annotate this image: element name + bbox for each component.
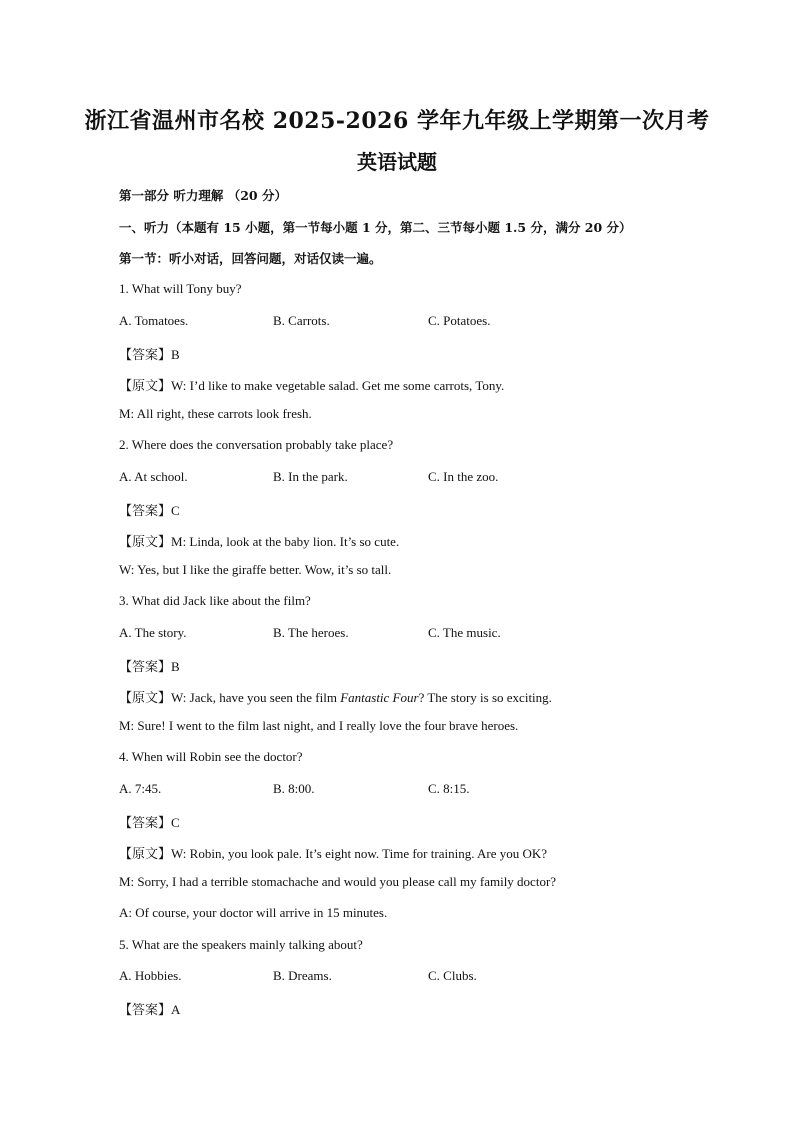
q2-transcript-line-2: W: Yes, but I like the giraffe better. Wow, it’s so tall.: [119, 562, 392, 577]
q2-answer: [119, 500, 180, 519]
answer-tag: 【答案】: [119, 348, 172, 363]
part-heading: 第一部分 听力理解 （20 分）: [119, 188, 287, 203]
q1-option-a: A. Tomatoes.: [119, 313, 189, 328]
transcript-text-end: ? The story is so exciting.: [418, 690, 552, 705]
q3-option-b: B. The heroes.: [273, 625, 349, 640]
question-5: 5. What are the speakers mainly talking about?: [119, 937, 363, 952]
q3-answer: [119, 656, 180, 675]
transcript-tag: 【原文】: [119, 535, 172, 550]
q2-option-a: A. At school.: [119, 469, 188, 484]
q1-answer: [119, 344, 180, 363]
q5-option-a: A. Hobbies.: [119, 968, 182, 983]
transcript-text-start: W: Jack, have you seen the film: [171, 690, 341, 705]
q4-option-b: B. 8:00.: [273, 781, 315, 796]
q4-option-c: C. 8:15.: [428, 781, 470, 796]
question-4: 4. When will Robin see the doctor?: [119, 749, 303, 764]
answer-tag: 【答案】: [119, 1003, 172, 1018]
film-title: Fantastic Four: [340, 690, 419, 705]
answer-value: B: [171, 347, 180, 362]
answer-tag: 【答案】: [119, 816, 172, 831]
answer-value: C: [171, 815, 180, 830]
q2-option-b: B. In the park.: [273, 469, 348, 484]
q4-transcript-line-1: [119, 843, 547, 862]
transcript-text: W: Robin, you look pale. It’s eight now. Time for training. Are you OK?: [171, 846, 548, 861]
q3-option-c: C. The music.: [428, 625, 501, 640]
subsection-heading: 第一节：听小对话，回答问题，对话仅读一遍。: [119, 251, 382, 266]
q4-option-a: A. 7:45.: [119, 781, 162, 796]
answer-tag: 【答案】: [119, 660, 172, 675]
q3-transcript-line-1: [119, 687, 552, 706]
q1-option-c: C. Potatoes.: [428, 313, 491, 328]
answer-value: C: [171, 503, 180, 518]
q3-option-a: A. The story.: [119, 625, 187, 640]
exam-subtitle: 英语试题: [357, 150, 437, 174]
q3-transcript-line-2: M: Sure! I went to the film last night, and I really love the four brave heroes.: [119, 718, 519, 733]
question-1: 1. What will Tony buy?: [119, 281, 242, 296]
q2-transcript-line-1: [119, 531, 399, 550]
transcript-tag: 【原文】: [119, 691, 172, 706]
transcript-text: W: I’d like to make vegetable salad. Get me some carrots, Tony.: [171, 378, 505, 393]
answer-value: A: [171, 1002, 181, 1017]
question-3: 3. What did Jack like about the film?: [119, 593, 311, 608]
q1-transcript-line-1: [119, 375, 504, 394]
q4-transcript-line-3: A: Of course, your doctor will arrive in 15 minutes.: [119, 905, 388, 920]
q1-option-b: B. Carrots.: [273, 313, 330, 328]
exam-title: 浙江省温州市名校 2025-2026 学年九年级上学期第一次月考: [84, 108, 710, 134]
q5-answer: [119, 999, 180, 1018]
q4-transcript-line-2: M: Sorry, I had a terrible stomachache and would you please call my family doctor?: [119, 874, 557, 889]
section-heading: 一、听力（本题有 15 小题，第一节每小题 1 分，第二、三节每小题 1.5 分，满分 20 分）: [119, 220, 632, 235]
q1-transcript-line-2: M: All right, these carrots look fresh.: [119, 406, 312, 421]
q5-option-c: C. Clubs.: [428, 968, 477, 983]
transcript-tag: 【原文】: [119, 379, 172, 394]
answer-value: B: [171, 659, 180, 674]
question-2: 2. Where does the conversation probably take place?: [119, 437, 394, 452]
q2-option-c: C. In the zoo.: [428, 469, 499, 484]
q4-answer: [119, 812, 180, 831]
answer-tag: 【答案】: [119, 504, 172, 519]
transcript-text: M: Linda, look at the baby lion. It’s so cute.: [171, 534, 400, 549]
q5-option-b: B. Dreams.: [273, 968, 332, 983]
transcript-tag: 【原文】: [119, 847, 172, 862]
